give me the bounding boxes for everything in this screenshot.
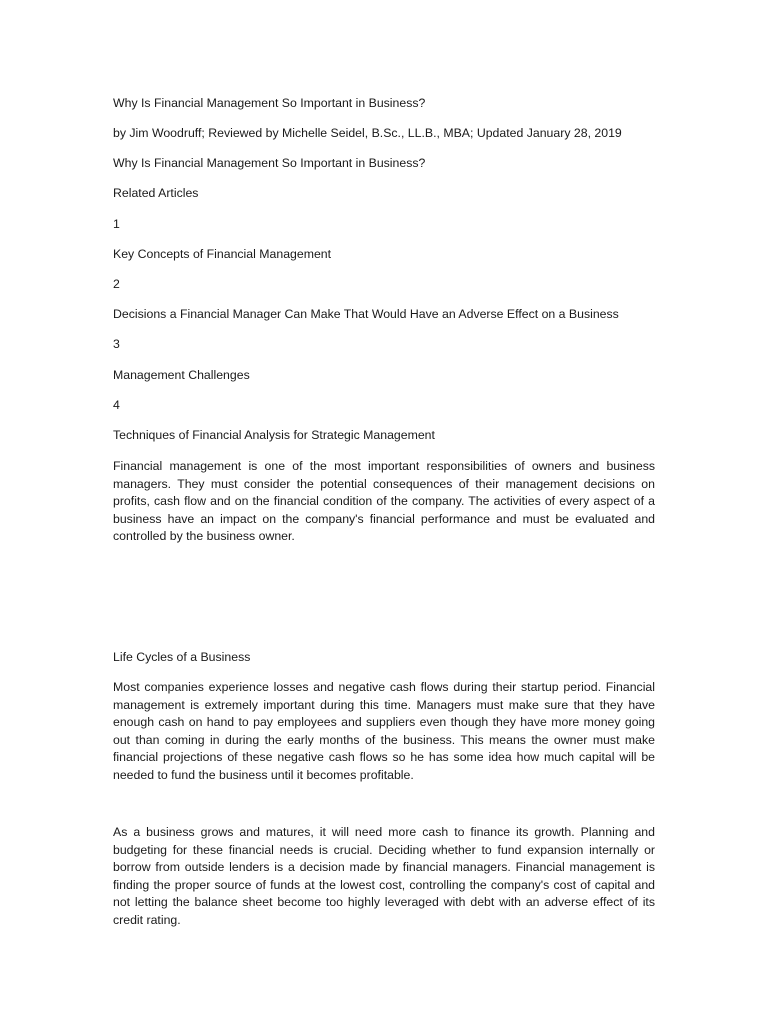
section-paragraph: As a business grows and matures, it will need more cash to finance its growth. Planning and budgeting for these financial needs is crucial. Deciding whether to fund expansion internally or borrow from outside lenders is a decision made by financial managers. Financial management is finding the proper source of funds at the lowest cost, controlling the company's cost of capital and not letting the balance sheet become too highly leveraged with debt with an adverse effect of its credit rating. <box>113 825 655 927</box>
document-byline: by Jim Woodruff; Reviewed by Michelle Seidel, B.Sc., LL.B., MBA; Updated January 28, 2019 <box>113 126 622 140</box>
related-article-title: Techniques of Financial Analysis for Strategic Management <box>113 428 435 442</box>
document-title: Why Is Financial Management So Important in Business? <box>113 96 426 110</box>
related-article-number: 3 <box>113 337 120 351</box>
related-article-number: 2 <box>113 277 120 291</box>
intro-paragraph: Financial management is one of the most important responsibilities of owners and business managers. They must consider the potential consequences of their management decisions on profits, cash flow and on the financial condition of the company. The activities of every aspect of a business have an impact on the company's financial performance and must be evaluated and controlled by the business owner. <box>113 459 655 544</box>
related-articles-heading: Related Articles <box>113 186 199 200</box>
related-article-number: 4 <box>113 398 120 412</box>
document-title-repeat: Why Is Financial Management So Important in Business? <box>113 156 426 170</box>
section-paragraph: Most companies experience losses and negative cash flows during their startup period. Financial management is extremely important during this time. Managers must make sure that they have enough cash on hand to pay employees and suppliers even though they have more money going out than coming in during the early months of the business. This means the owner must make financial projections of these negative cash flows so he has some idea how much capital will be needed to fund the business until it becomes profitable. <box>113 680 655 782</box>
related-article-title: Decisions a Financial Manager Can Make That Would Have an Adverse Effect on a Business <box>113 307 619 321</box>
related-article-number: 1 <box>113 217 120 231</box>
section-heading: Life Cycles of a Business <box>113 650 251 664</box>
related-article-title: Management Challenges <box>113 368 250 382</box>
related-article-title: Key Concepts of Financial Management <box>113 247 332 261</box>
